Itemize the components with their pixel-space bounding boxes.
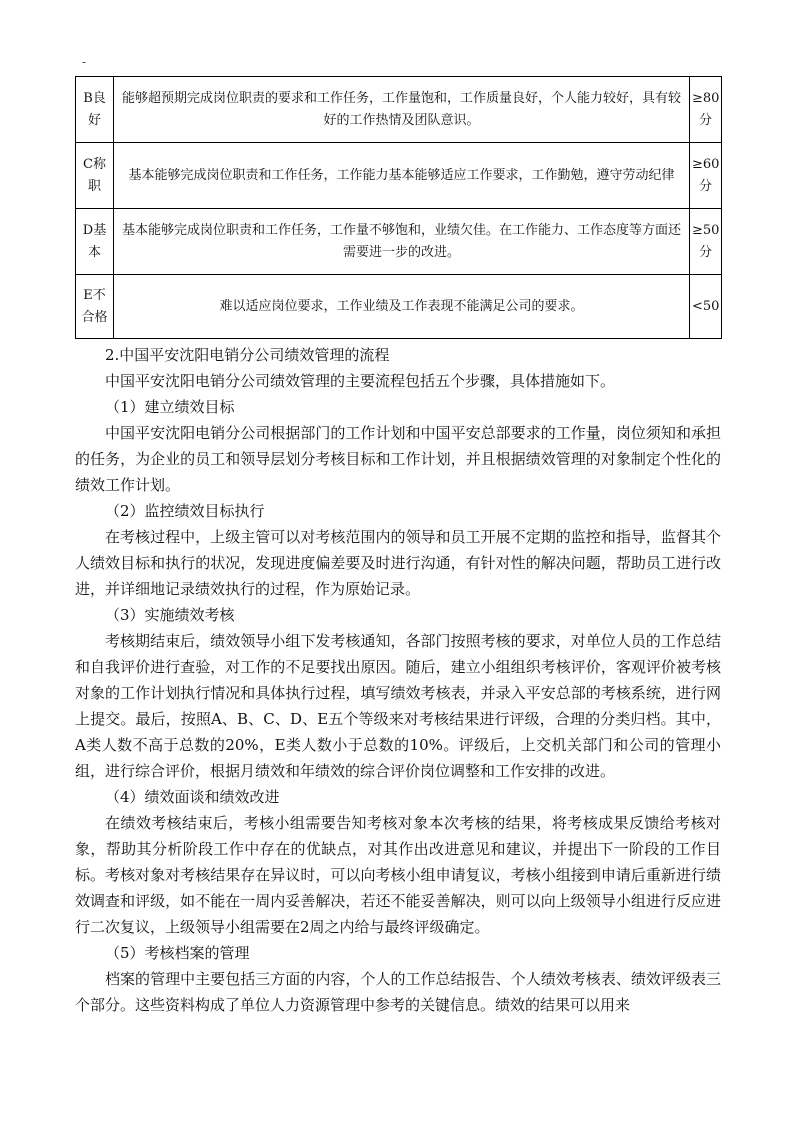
step-paragraph: 考核期结束后，绩效领导小组下发考核通知，各部门按照考核的要求，对单位人员的工作总结和自我评价进行查验，对工作的不足要找出原因。随后，建立小组组织考核评价，客观评价被考核对象的工作计划执行情况和具体执行过程，填写绩效考核表，并录入平安总部的考核系统，进行网上提交。最后，按照A、B、C、D、E五个等级来对考核结果进行评级，合理的分类归档。其中，A类人数不高于总数的20%，E类人数小于总数的10%。评级后，上交机关部门和公司的管理小组，进行综合评价，根据月绩效和年绩效的综合评价岗位调整和工作安排的改进。 xyxy=(75,632,721,780)
score-cell: ≥50分 xyxy=(690,209,722,275)
step-paragraph: 档案的管理中主要包括三方面的内容，个人的工作总结报告、个人绩效考核表、绩效评级表三个部分。这些资料构成了单位人力资源管理中参考的关键信息。绩效的结果可以用来 xyxy=(75,970,721,1014)
section-intro: 中国平安沈阳电销分公司绩效管理的主要流程包括五个步骤，具体措施如下。 xyxy=(105,372,616,390)
body-content xyxy=(75,342,721,1018)
step-heading: （5）考核档案的管理 xyxy=(105,944,250,962)
table-row xyxy=(76,209,722,275)
table-row xyxy=(76,77,722,143)
score-cell: <50 xyxy=(690,275,722,339)
step-paragraph: 中国平安沈阳电销分公司根据部门的工作计划和中国平安总部要求的工作量，岗位须知和承担的任务，为企业的员工和领导层划分考核目标和工作计划，并且根据绩效管理的对象制定个性化的绩效工作计划。 xyxy=(75,424,721,494)
table-row xyxy=(76,143,722,209)
page-mark: - xyxy=(82,55,87,69)
grade-cell: B良好 xyxy=(76,77,114,143)
step-heading: （1）建立绩效目标 xyxy=(105,398,235,416)
table-row xyxy=(76,275,722,339)
grade-cell: D基本 xyxy=(76,209,114,275)
description-cell: 难以适应岗位要求，工作业绩及工作表现不能满足公司的要求。 xyxy=(114,275,690,339)
step-paragraph: 在绩效考核结束后，考核小组需要告知考核对象本次考核的结果，将考核成果反馈给考核对象，帮助其分析阶段工作中存在的优缺点，对其作出改进意见和建议，并提出下一阶段的工作目标。考核对象对考核结果存在异议时，可以向考核小组申请复议，考核小组接到申请后重新进行绩效调查和评级，如不能在一周内妥善解决，若还不能妥善解决，则可以向上级领导小组进行反应进行二次复议，上级领导小组需要在2周之内给与最终评级确定。 xyxy=(75,814,721,936)
description-cell: 基本能够完成岗位职责和工作任务，工作能力基本能够适应工作要求，工作勤勉，遵守劳动纪律 xyxy=(114,143,690,209)
section-title: 2.中国平安沈阳电销分公司绩效管理的流程 xyxy=(105,346,390,364)
step-paragraph: 在考核过程中，上级主管可以对考核范围内的领导和员工开展不定期的监控和指导，监督其个人绩效目标和执行的状况，发现进度偏差要及时进行沟通，有针对性的解决问题，帮助员工进行改进，并详细地记录绩效执行的过程，作为原始记录。 xyxy=(75,528,721,598)
description-cell: 基本能够完成岗位职责和工作任务，工作量不够饱和，业绩欠佳。在工作能力、工作态度等方面还需要进一步的改进。 xyxy=(114,209,690,275)
grade-table xyxy=(75,76,722,339)
score-cell: ≥60分 xyxy=(690,143,722,209)
score-cell: ≥80分 xyxy=(690,77,722,143)
step-heading: （4）绩效面谈和绩效改进 xyxy=(105,788,280,806)
description-cell: 能够超预期完成岗位职责的要求和工作任务，工作量饱和，工作质量良好，个人能力较好，具有较好的工作热情及团队意识。 xyxy=(114,77,690,143)
step-heading: （3）实施绩效考核 xyxy=(105,606,235,624)
grade-cell: C称职 xyxy=(76,143,114,209)
grade-cell: E不合格 xyxy=(76,275,114,339)
step-heading: （2）监控绩效目标执行 xyxy=(105,502,265,520)
